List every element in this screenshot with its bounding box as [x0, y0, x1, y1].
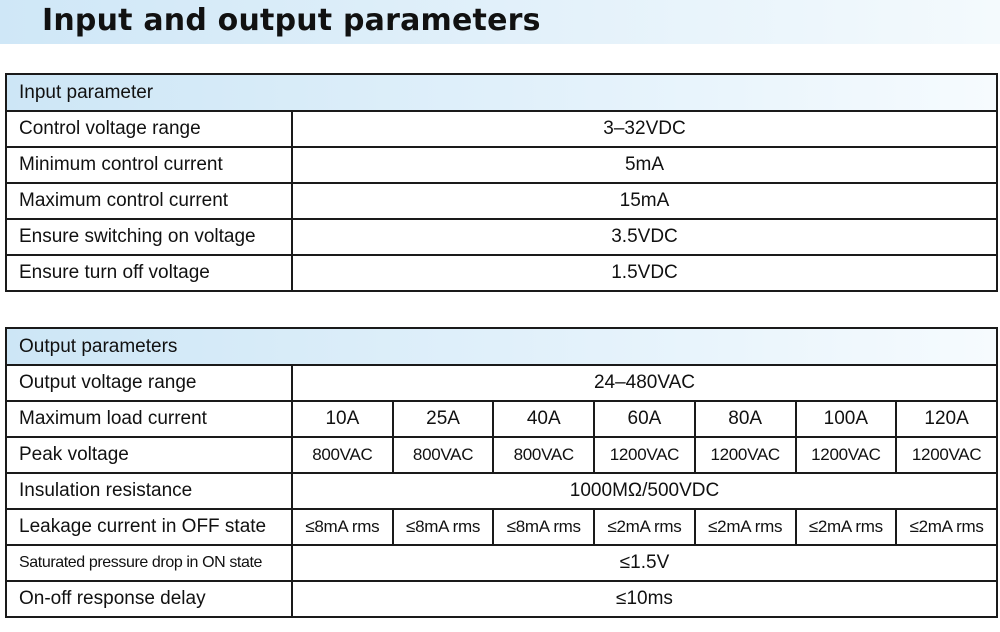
row-label: Insulation resistance — [6, 473, 292, 509]
peak-voltage-cell: 1200VAC — [594, 437, 695, 473]
leakage-current-cell: ≤8mA rms — [393, 509, 494, 545]
table-header-row — [6, 328, 997, 365]
row-label: Saturated pressure drop in ON state — [6, 545, 292, 581]
peak-voltage-cell: 1200VAC — [796, 437, 897, 473]
table-row — [6, 183, 997, 219]
load-current-cell: 120A — [896, 401, 997, 437]
leakage-current-cell: ≤2mA rms — [896, 509, 997, 545]
row-value: 15mA — [292, 183, 997, 219]
row-label: Ensure switching on voltage — [6, 219, 292, 255]
row-value: 3.5VDC — [292, 219, 997, 255]
row-label: Output voltage range — [6, 365, 292, 401]
row-value: 24–480VAC — [292, 365, 997, 401]
peak-voltage-cell: 800VAC — [292, 437, 393, 473]
input-parameter-table — [5, 73, 998, 292]
peak-voltage-cell: 800VAC — [393, 437, 494, 473]
table-row — [6, 401, 997, 437]
input-parameter-header: Input parameter — [6, 74, 997, 111]
leakage-current-cell: ≤2mA rms — [796, 509, 897, 545]
table-row — [6, 365, 997, 401]
title-bar — [0, 0, 1000, 44]
row-value: 5mA — [292, 147, 997, 183]
row-label: Control voltage range — [6, 111, 292, 147]
load-current-cell: 40A — [493, 401, 594, 437]
load-current-cell: 100A — [796, 401, 897, 437]
load-current-cell: 25A — [393, 401, 494, 437]
table-row — [6, 509, 997, 545]
row-value: ≤10ms — [292, 581, 997, 617]
table-row — [6, 473, 997, 509]
load-current-cell: 10A — [292, 401, 393, 437]
row-label: Leakage current in OFF state — [6, 509, 292, 545]
peak-voltage-cell: 1200VAC — [896, 437, 997, 473]
row-label: Ensure turn off voltage — [6, 255, 292, 291]
table-row — [6, 147, 997, 183]
table-row — [6, 581, 997, 617]
row-label: On-off response delay — [6, 581, 292, 617]
table-row — [6, 437, 997, 473]
table-row — [6, 255, 997, 291]
table-row — [6, 111, 997, 147]
row-label: Maximum load current — [6, 401, 292, 437]
row-value: 1000MΩ/500VDC — [292, 473, 997, 509]
output-parameters-header: Output parameters — [6, 328, 997, 365]
leakage-current-cell: ≤8mA rms — [292, 509, 393, 545]
table-row — [6, 219, 997, 255]
output-parameters-table — [5, 327, 998, 618]
leakage-current-cell: ≤2mA rms — [594, 509, 695, 545]
page-title: Input and output parameters — [42, 3, 541, 38]
row-value: 3–32VDC — [292, 111, 997, 147]
leakage-current-cell: ≤8mA rms — [493, 509, 594, 545]
load-current-cell: 60A — [594, 401, 695, 437]
row-label: Peak voltage — [6, 437, 292, 473]
row-value: 1.5VDC — [292, 255, 997, 291]
table-header-row — [6, 74, 997, 111]
table-row — [6, 545, 997, 581]
load-current-cell: 80A — [695, 401, 796, 437]
row-value: ≤1.5V — [292, 545, 997, 581]
leakage-current-cell: ≤2mA rms — [695, 509, 796, 545]
peak-voltage-cell: 1200VAC — [695, 437, 796, 473]
row-label: Maximum control current — [6, 183, 292, 219]
row-label: Minimum control current — [6, 147, 292, 183]
peak-voltage-cell: 800VAC — [493, 437, 594, 473]
